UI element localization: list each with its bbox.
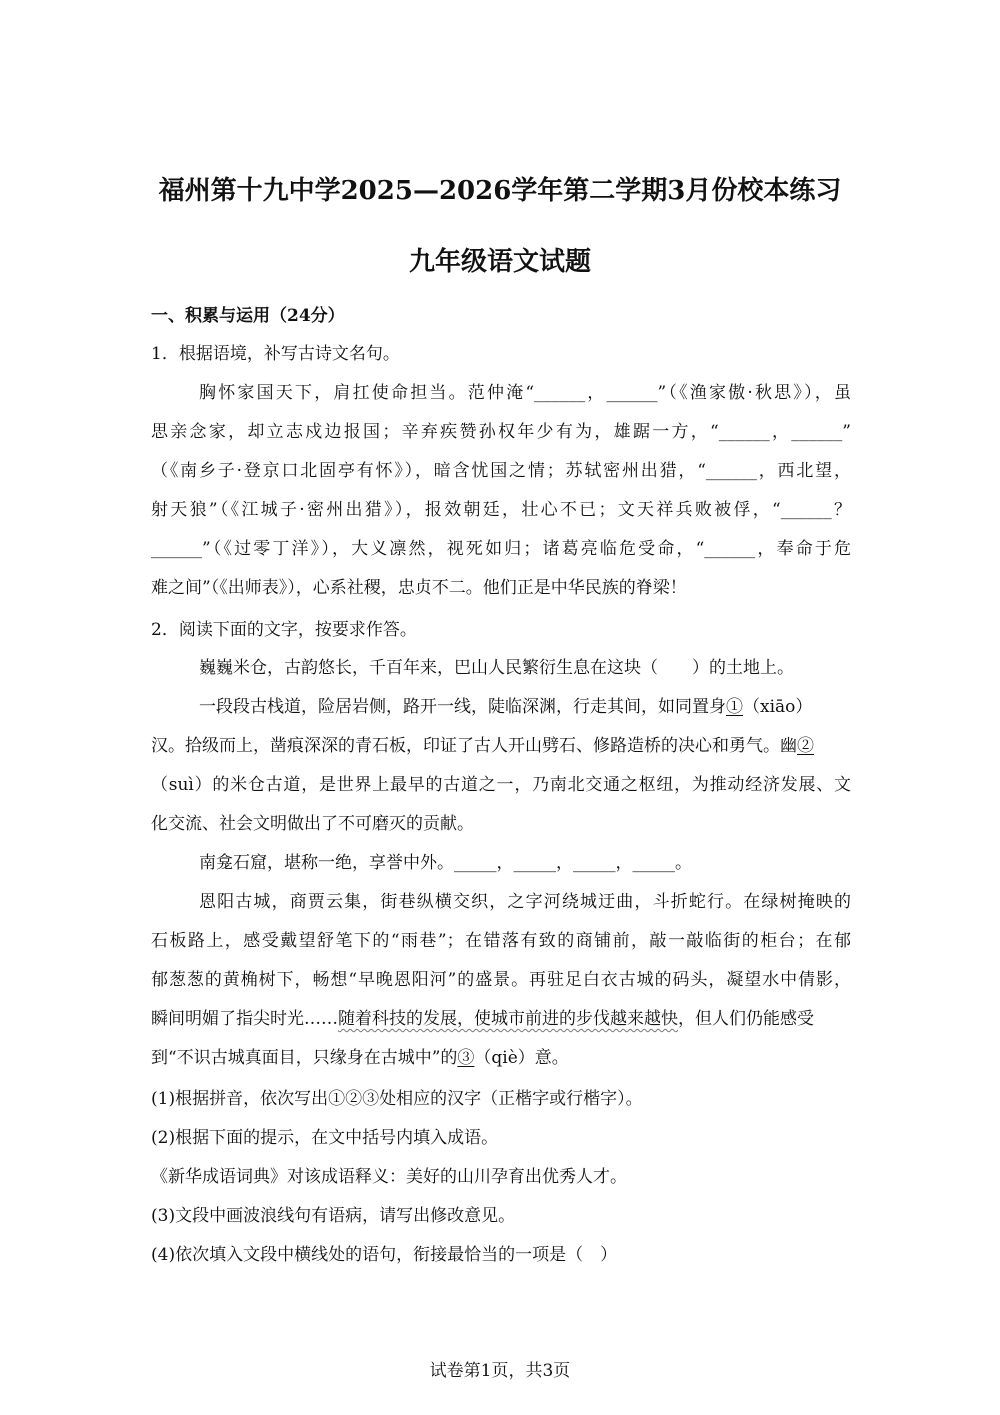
sub-question-2: (2)根据下面的提示，在文中括号内填入成语。 — [151, 1128, 499, 1148]
question-1-line-6: 难之间”（《出师表》），心系社稷，忠贞不二。他们正是中华民族的脊梁！ — [151, 578, 687, 598]
sub-question-3: (3)文段中画波浪线句有语病，请写出修改意见。 — [151, 1206, 516, 1226]
exam-subtitle: 九年级语文试题 — [408, 247, 591, 277]
section-heading: 一、积累与运用（24分） — [151, 306, 345, 326]
question-1-line-2: 思亲念家，却立志戍边报国；辛弃疾赞孙权年少有为，雄踞一方，“______，______” — [151, 422, 851, 442]
question-1-line-1: 胸怀家国天下，肩扛使命担当。范仲淹“______，______”（《渔家傲·秋思》），虽 — [199, 383, 851, 403]
passage-paragraph-1: 巍巍米仓，古韵悠长，千百年来，巴山人民繁衍生息在这块（ ）的土地上。 — [199, 658, 794, 678]
question-2-stem: 2．阅读下面的文字，按要求作答。 — [151, 620, 417, 640]
question-1-line-5: ______”（《过零丁洋》），大义凛然，视死如归；诸葛亮临危受命，“______，奉命于危 — [151, 539, 851, 559]
sub-question-2-hint: 《新华成语词典》对该成语释义：美好的山川孕育出优秀人才。 — [151, 1167, 627, 1187]
passage-paragraph-2-line-4: 化交流、社会文明做出了不可磨灭的贡献。 — [151, 814, 474, 834]
sub-question-1: (1)根据拼音，依次写出①②③处相应的汉字（正楷字或行楷字）。 — [151, 1089, 643, 1109]
sub-question-4: (4)依次填入文段中横线处的语句，衔接最恰当的一项是（ ） — [151, 1245, 618, 1265]
pinyin-1: （xiāo） — [743, 697, 813, 717]
passage-paragraph-3: 南龛石窟，堪称一绝，享誉中外。_____，_____，_____，_____。 — [199, 853, 692, 873]
exam-title: 福州第十九中学2025—2026学年第二学期3月份校本练习 — [158, 176, 842, 206]
passage-paragraph-4-line-5 — [151, 1047, 851, 1069]
passage-paragraph-4-line-1: 恩阳古城，商贾云集，街巷纵横交织，之字河绕城迂曲，斗折蛇行。在绿树掩映的 — [199, 892, 851, 912]
passage-paragraph-4-line-4 — [151, 1008, 851, 1030]
pinyin-3: （qiè）意。 — [474, 1048, 569, 1068]
page-footer: 试卷第1页，共3页 — [429, 1361, 571, 1381]
passage-paragraph-2-line-2 — [151, 735, 851, 757]
passage-paragraph-4-line-2: 石板路上，感受戴望舒笔下的“雨巷”；在错落有致的商铺前，敲一敲临街的柜台；在郁 — [151, 931, 851, 951]
passage-text: 汉。拾级而上，凿痕深深的青石板，印证了古人开山劈石、修路造桥的决心和勇气。幽 — [151, 736, 797, 756]
passage-text: 瞬间明媚了指尖时光…… — [151, 1009, 338, 1029]
blank-marker-1: ① — [726, 697, 743, 717]
question-1-stem: 1．根据语境，补写古诗文名句。 — [151, 344, 400, 364]
passage-paragraph-2-line-1 — [199, 696, 851, 718]
passage-paragraph-4-line-3: 郁葱葱的黄桷树下，畅想“早晚恩阳河”的盛景。再驻足白衣古城的码头，凝望水中倩影， — [151, 970, 851, 990]
passage-text: 到“不识古城真面目，只缘身在古城中”的 — [151, 1048, 458, 1068]
blank-marker-2: ② — [797, 736, 814, 756]
passage-paragraph-2-line-3: （suì）的米仓古道，是世界上最早的古道之一，乃南北交通之枢纽，为推动经济发展、文 — [151, 775, 851, 795]
question-1-line-3: （《南乡子·登京口北固亭有怀》），暗含忧国之情；苏轼密州出猎，“______，西北望， — [151, 461, 851, 481]
blank-marker-3: ③ — [457, 1048, 475, 1068]
passage-text: ，但人们仍能感受 — [678, 1009, 814, 1029]
question-1-line-4: 射天狼”（《江城子·密州出猎》），报效朝廷，壮心不已；文天祥兵败被俘，“______？ — [151, 500, 851, 520]
wavy-underlined-sentence: 随着科技的发展，使城市前进的步伐越来越快 — [338, 1009, 678, 1029]
passage-text: 一段段古栈道，险居岩侧，路开一线，陡临深渊，行走其间，如同置身 — [199, 697, 726, 717]
